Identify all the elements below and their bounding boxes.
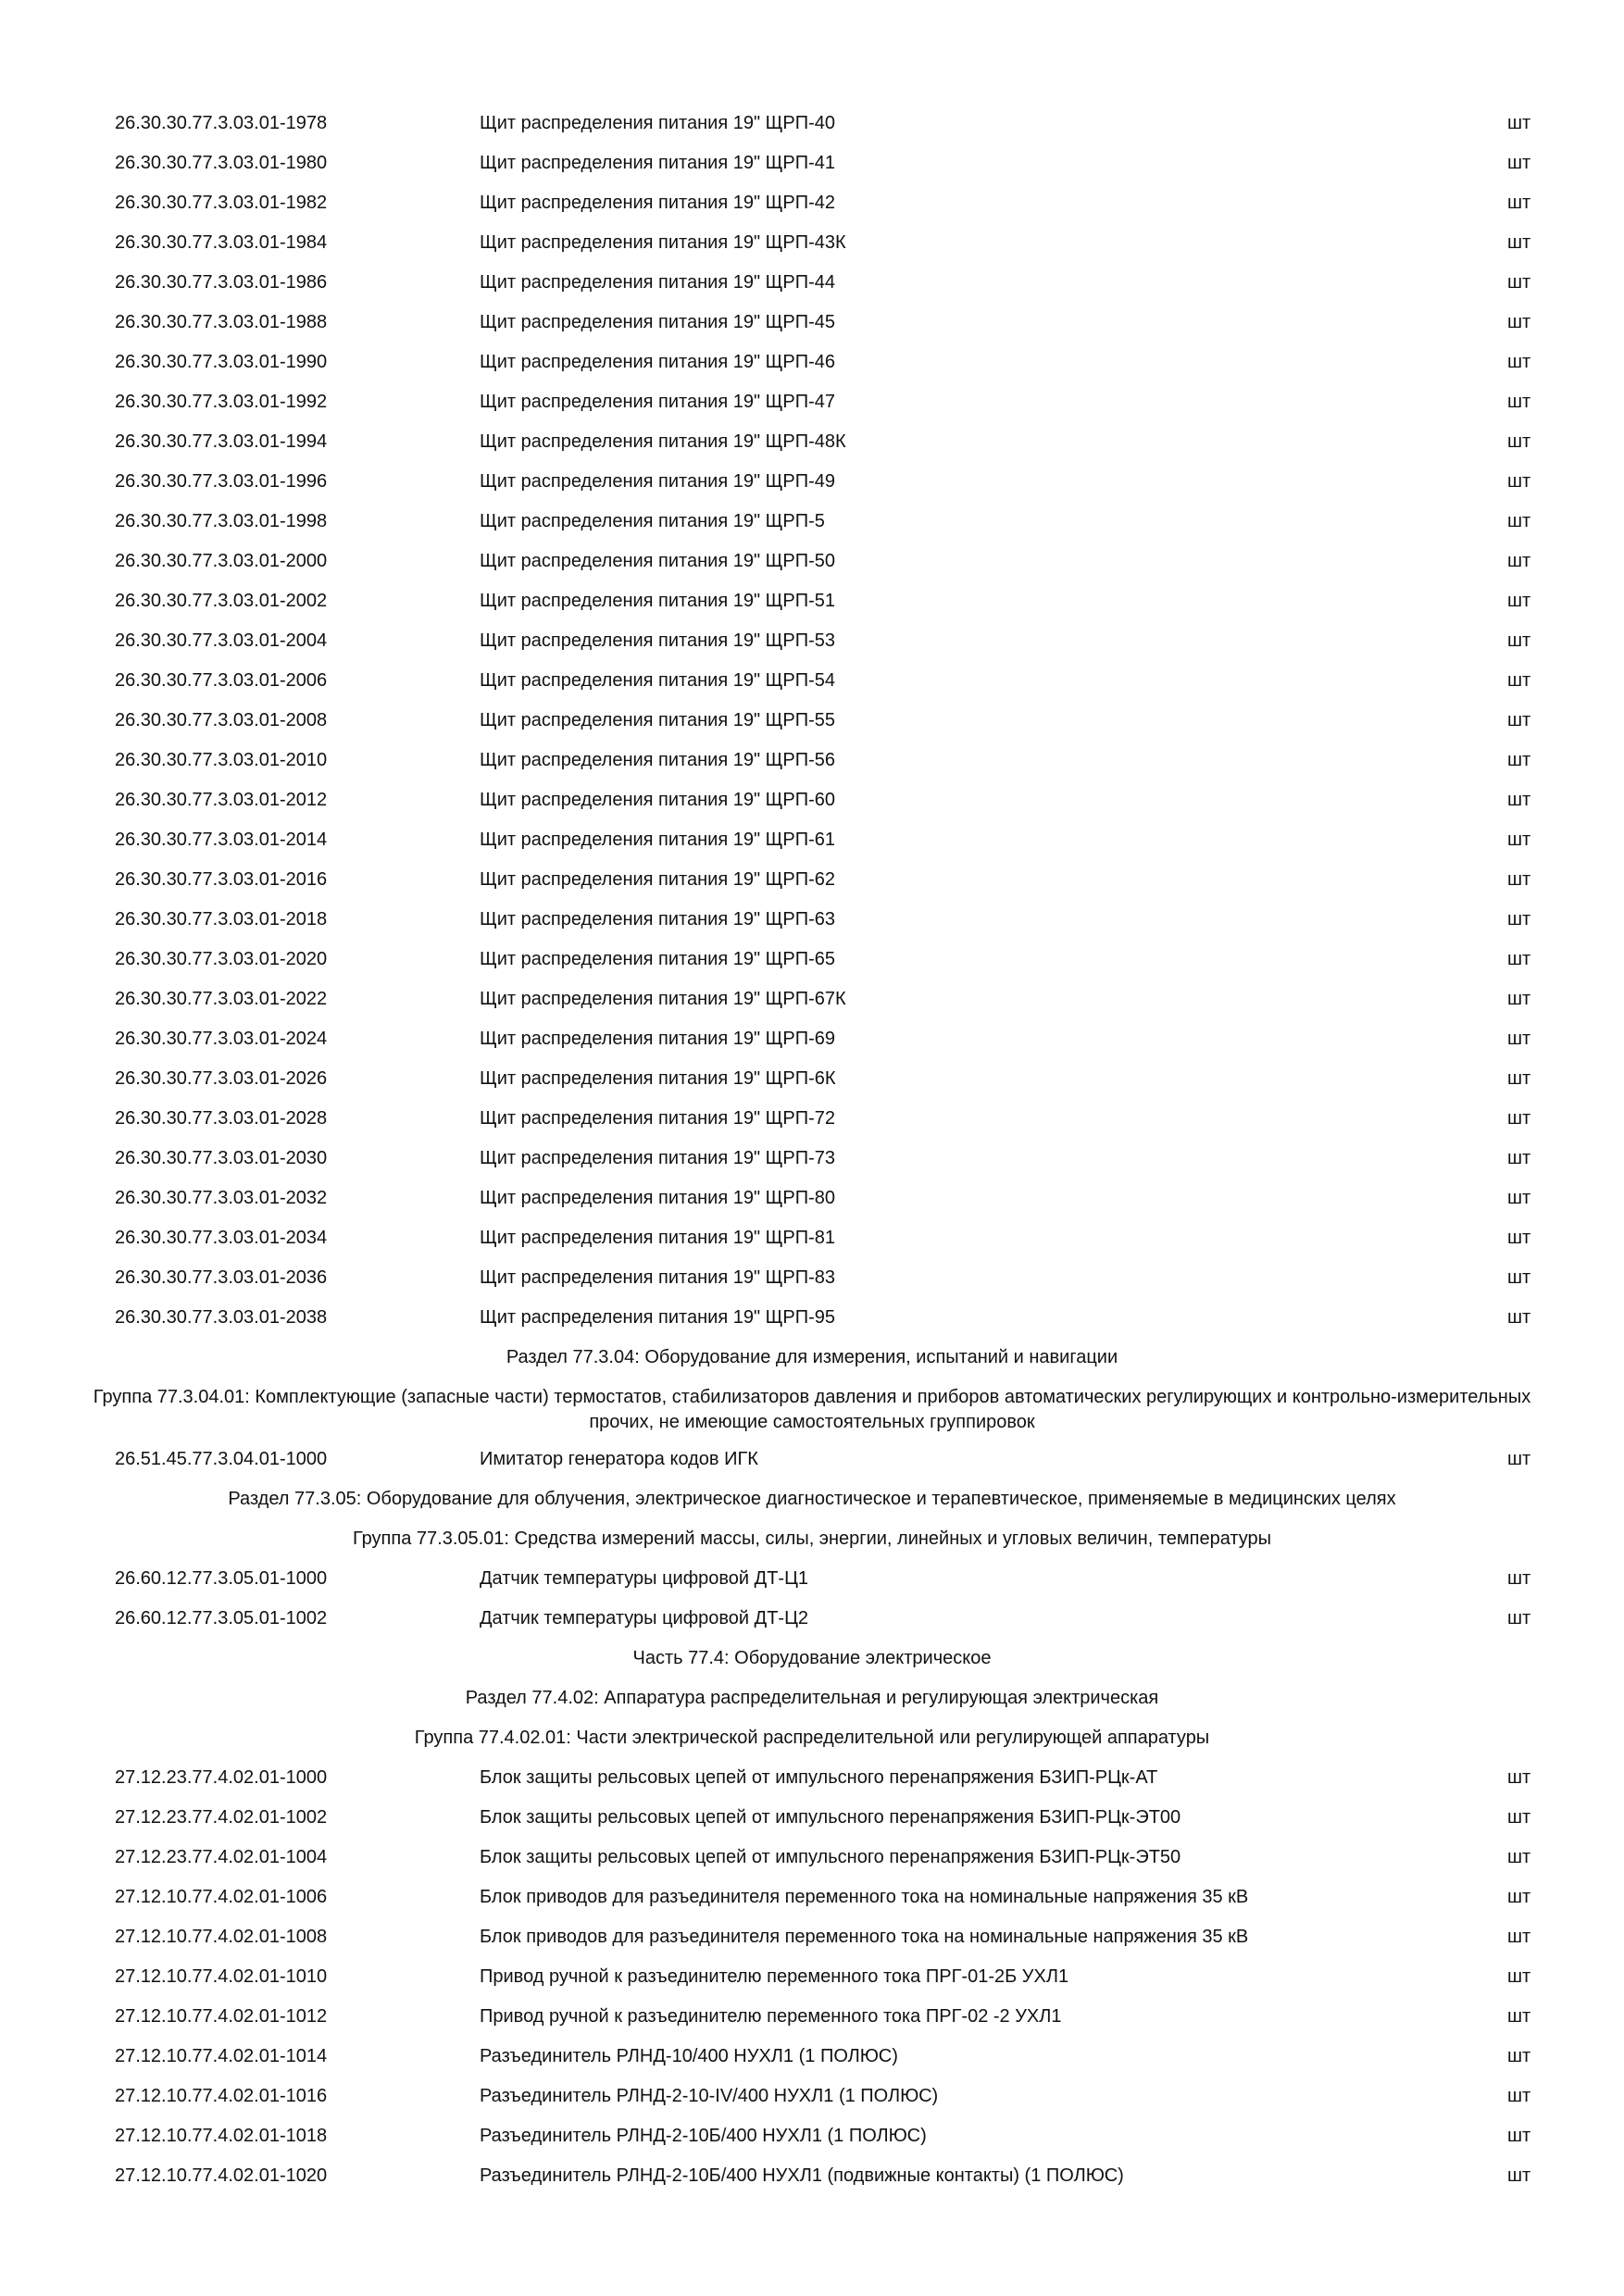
- section-heading: Группа 77.4.02.01: Части электрической распределительной или регулирующей аппаратуры: [414, 1728, 1210, 1748]
- table-row: [0, 900, 1624, 940]
- row-name: Щит распределения питания 19" ЩРП-60: [480, 790, 835, 810]
- table-row: [0, 382, 1624, 422]
- row-unit: шт: [1507, 670, 1531, 691]
- row-unit: шт: [1507, 1966, 1531, 1987]
- table-row: [0, 980, 1624, 1019]
- row-code: 26.30.30.77.3.03.01-2020: [115, 949, 328, 969]
- row-unit: шт: [1507, 1927, 1531, 1947]
- row-code: 27.12.10.77.4.02.01-1008: [115, 1927, 328, 1947]
- row-code: 26.30.30.77.3.03.01-2008: [115, 710, 328, 730]
- table-row: [0, 303, 1624, 343]
- row-name: Щит распределения питания 19" ЩРП-49: [480, 471, 835, 492]
- table-row: [0, 1179, 1624, 1218]
- row-code: 26.30.30.77.3.03.01-2004: [115, 630, 328, 651]
- row-name: Щит распределения питания 19" ЩРП-51: [480, 591, 835, 611]
- row-code: 26.30.30.77.3.03.01-1994: [115, 431, 328, 452]
- row-name: Привод ручной к разъединителю переменного тока ПРГ-01-2Б УХЛ1: [480, 1966, 1069, 1987]
- table-row: [0, 1758, 1624, 1798]
- row-name: Щит распределения питания 19" ЩРП-61: [480, 830, 835, 850]
- row-code: 27.12.10.77.4.02.01-1010: [115, 1966, 328, 1987]
- row-unit: шт: [1507, 2046, 1531, 2066]
- row-code: 27.12.10.77.4.02.01-1020: [115, 2165, 328, 2186]
- row-unit: шт: [1507, 471, 1531, 492]
- row-name: Датчик температуры цифровой ДТ-Ц1: [480, 1568, 808, 1589]
- row-name: Щит распределения питания 19" ЩРП-81: [480, 1228, 835, 1248]
- table-row: [0, 104, 1624, 144]
- row-code: 27.12.23.77.4.02.01-1004: [115, 1847, 328, 1867]
- table-row: [0, 502, 1624, 542]
- table-row: [0, 940, 1624, 980]
- table-row: [0, 860, 1624, 900]
- table-row: [0, 1099, 1624, 1139]
- row-code: 26.30.30.77.3.03.01-2014: [115, 830, 328, 850]
- row-unit: шт: [1507, 431, 1531, 452]
- row-name: Щит распределения питания 19" ЩРП-54: [480, 670, 835, 691]
- row-name: Щит распределения питания 19" ЩРП-44: [480, 272, 835, 293]
- row-unit: шт: [1507, 1029, 1531, 1049]
- row-name: Щит распределения питания 19" ЩРП-50: [480, 551, 835, 571]
- row-code: 26.30.30.77.3.03.01-1984: [115, 232, 328, 253]
- table-row: [0, 701, 1624, 741]
- document-body: [0, 104, 1624, 2196]
- row-unit: шт: [1507, 591, 1531, 611]
- row-name: Щит распределения питания 19" ЩРП-48К: [480, 431, 846, 452]
- row-code: 26.30.30.77.3.03.01-2034: [115, 1228, 328, 1248]
- row-unit: шт: [1507, 790, 1531, 810]
- table-row: [0, 2077, 1624, 2116]
- row-unit: шт: [1507, 1228, 1531, 1248]
- row-name: Щит распределения питания 19" ЩРП-55: [480, 710, 835, 730]
- row-code: 26.30.30.77.3.03.01-2026: [115, 1068, 328, 1089]
- row-code: 26.30.30.77.3.03.01-2016: [115, 869, 328, 890]
- row-code: 26.30.30.77.3.03.01-2038: [115, 1307, 328, 1328]
- row-unit: шт: [1507, 1847, 1531, 1867]
- table-row: [0, 820, 1624, 860]
- row-unit: шт: [1507, 272, 1531, 293]
- row-name: Щит распределения питания 19" ЩРП-62: [480, 869, 835, 890]
- row-name: Блок защиты рельсовых цепей от импульсного перенапряжения БЗИП-РЦк-ЭТ00: [480, 1807, 1181, 1828]
- table-row: [0, 2037, 1624, 2077]
- row-code: 26.51.45.77.3.04.01-1000: [115, 1449, 328, 1469]
- row-unit: шт: [1507, 1307, 1531, 1328]
- table-row: [0, 1059, 1624, 1099]
- row-name: Щит распределения питания 19" ЩРП-83: [480, 1267, 835, 1288]
- row-code: 27.12.10.77.4.02.01-1006: [115, 1887, 328, 1907]
- row-name: Разъединитель РЛНД-2-10-IV/400 НУХЛ1 (1 ПОЛЮС): [480, 2086, 939, 2106]
- row-name: Разъединитель РЛНД-2-10Б/400 НУХЛ1 (1 ПОЛЮС): [480, 2126, 927, 2146]
- row-code: 26.30.30.77.3.03.01-1988: [115, 312, 328, 332]
- row-name: Щит распределения питания 19" ЩРП-63: [480, 909, 835, 930]
- row-code: 26.30.30.77.3.03.01-1992: [115, 392, 328, 412]
- row-code: 26.60.12.77.3.05.01-1000: [115, 1568, 328, 1589]
- table-row: [0, 542, 1624, 581]
- row-unit: шт: [1507, 1267, 1531, 1288]
- row-unit: шт: [1507, 193, 1531, 213]
- row-unit: шт: [1507, 1449, 1531, 1469]
- table-row: [0, 581, 1624, 621]
- row-name: Блок приводов для разъединителя переменного тока на номинальные напряжения 35 кВ: [480, 1887, 1249, 1907]
- row-code: 26.30.30.77.3.03.01-2030: [115, 1148, 328, 1168]
- table-row: [0, 1218, 1624, 1258]
- table-row: [0, 263, 1624, 303]
- row-name: Щит распределения питания 19" ЩРП-65: [480, 949, 835, 969]
- row-unit: шт: [1507, 352, 1531, 372]
- table-row: [0, 1440, 1624, 1479]
- table-row: [0, 1957, 1624, 1997]
- row-name: Щит распределения питания 19" ЩРП-6К: [480, 1068, 836, 1089]
- table-row: [0, 223, 1624, 263]
- row-code: 26.30.30.77.3.03.01-2012: [115, 790, 328, 810]
- row-code: 26.30.30.77.3.03.01-1986: [115, 272, 328, 293]
- table-row: [0, 343, 1624, 382]
- row-code: 26.30.30.77.3.03.01-2002: [115, 591, 328, 611]
- table-row: [0, 422, 1624, 462]
- row-name: Щит распределения питания 19" ЩРП-73: [480, 1148, 835, 1168]
- row-code: 26.30.30.77.3.03.01-2022: [115, 989, 328, 1009]
- table-row: [0, 1258, 1624, 1298]
- row-name: Щит распределения питания 19" ЩРП-43К: [480, 232, 846, 253]
- row-name: Щит распределения питания 19" ЩРП-46: [480, 352, 835, 372]
- row-unit: шт: [1507, 551, 1531, 571]
- row-name: Блок приводов для разъединителя переменного тока на номинальные напряжения 35 кВ: [480, 1927, 1249, 1947]
- row-unit: шт: [1507, 949, 1531, 969]
- row-unit: шт: [1507, 511, 1531, 531]
- row-unit: шт: [1507, 113, 1531, 133]
- row-code: 26.30.30.77.3.03.01-2010: [115, 750, 328, 770]
- row-unit: шт: [1507, 869, 1531, 890]
- row-name: Разъединитель РЛНД-2-10Б/400 НУХЛ1 (подвижные контакты) (1 ПОЛЮС): [480, 2165, 1124, 2186]
- row-code: 26.30.30.77.3.03.01-1980: [115, 153, 328, 173]
- row-name: Щит распределения питания 19" ЩРП-72: [480, 1108, 835, 1129]
- row-code: 26.30.30.77.3.03.01-2018: [115, 909, 328, 930]
- row-unit: шт: [1507, 153, 1531, 173]
- section-heading: Часть 77.4: Оборудование электрическое: [632, 1648, 992, 1668]
- row-name: Щит распределения питания 19" ЩРП-47: [480, 392, 835, 412]
- row-code: 26.60.12.77.3.05.01-1002: [115, 1608, 328, 1628]
- row-name: Привод ручной к разъединителю переменного тока ПРГ-02 -2 УХЛ1: [480, 2006, 1062, 2027]
- table-row: [0, 621, 1624, 661]
- row-name: Щит распределения питания 19" ЩРП-45: [480, 312, 835, 332]
- row-name: Щит распределения питания 19" ЩРП-40: [480, 113, 835, 133]
- row-code: 26.30.30.77.3.03.01-2028: [115, 1108, 328, 1129]
- table-row: [0, 144, 1624, 183]
- table-row: [0, 462, 1624, 502]
- row-unit: шт: [1507, 1887, 1531, 1907]
- row-code: 26.30.30.77.3.03.01-1998: [115, 511, 328, 531]
- row-unit: шт: [1507, 1188, 1531, 1208]
- row-unit: шт: [1507, 830, 1531, 850]
- table-row: [0, 1798, 1624, 1838]
- row-name: Щит распределения питания 19" ЩРП-80: [480, 1188, 835, 1208]
- row-name: Щит распределения питания 19" ЩРП-41: [480, 153, 835, 173]
- row-code: 27.12.10.77.4.02.01-1018: [115, 2126, 328, 2146]
- row-unit: шт: [1507, 2126, 1531, 2146]
- section-heading: Раздел 77.3.04: Оборудование для измерения, испытаний и навигации: [506, 1347, 1118, 1367]
- row-code: 27.12.10.77.4.02.01-1012: [115, 2006, 328, 2027]
- row-unit: шт: [1507, 1068, 1531, 1089]
- table-row: [0, 1878, 1624, 1917]
- row-code: 26.30.30.77.3.03.01-2032: [115, 1188, 328, 1208]
- row-unit: шт: [1507, 750, 1531, 770]
- table-row: [0, 1559, 1624, 1599]
- row-name: Щит распределения питания 19" ЩРП-56: [480, 750, 835, 770]
- section-heading: Раздел 77.4.02: Аппаратура распределительная и регулирующая электрическая: [465, 1688, 1159, 1708]
- row-unit: шт: [1507, 392, 1531, 412]
- row-unit: шт: [1507, 1608, 1531, 1628]
- row-name: Имитатор генератора кодов ИГК: [480, 1449, 758, 1469]
- row-code: 26.30.30.77.3.03.01-2036: [115, 1267, 328, 1288]
- row-unit: шт: [1507, 232, 1531, 253]
- table-row: [0, 661, 1624, 701]
- table-row: [0, 1917, 1624, 1957]
- row-unit: шт: [1507, 1148, 1531, 1168]
- row-code: 26.30.30.77.3.03.01-1990: [115, 352, 328, 372]
- table-row: [0, 1139, 1624, 1179]
- section-heading: Раздел 77.3.05: Оборудование для облучения, электрическое диагностическое и терапевтическое, применяемые в медицинских целях: [228, 1489, 1396, 1509]
- row-code: 26.30.30.77.3.03.01-2024: [115, 1029, 328, 1049]
- row-unit: шт: [1507, 989, 1531, 1009]
- row-unit: шт: [1507, 312, 1531, 332]
- row-name: Щит распределения питания 19" ЩРП-53: [480, 630, 835, 651]
- table-row: [0, 1838, 1624, 1878]
- table-row: [0, 183, 1624, 223]
- table-row: [0, 780, 1624, 820]
- row-name: Щит распределения питания 19" ЩРП-95: [480, 1307, 835, 1328]
- row-code: 27.12.23.77.4.02.01-1000: [115, 1767, 328, 1788]
- row-name: Блок защиты рельсовых цепей от импульсного перенапряжения БЗИП-РЦк-ЭТ50: [480, 1847, 1181, 1867]
- row-name: Щит распределения питания 19" ЩРП-67К: [480, 989, 846, 1009]
- row-unit: шт: [1507, 909, 1531, 930]
- section-heading: Группа 77.3.04.01: Комплектующие (запасные части) термостатов, стабилизаторов давления и приборов автоматических регулирующих и контрольно-измерительных прочих, не имеющие самостоятельных группировок: [93, 1387, 1531, 1432]
- table-row: [0, 1019, 1624, 1059]
- row-name: Щит распределения питания 19" ЩРП-42: [480, 193, 835, 213]
- row-code: 26.30.30.77.3.03.01-2006: [115, 670, 328, 691]
- row-name: Щит распределения питания 19" ЩРП-5: [480, 511, 825, 531]
- row-unit: шт: [1507, 1807, 1531, 1828]
- row-name: Датчик температуры цифровой ДТ-Ц2: [480, 1608, 808, 1628]
- row-unit: шт: [1507, 2086, 1531, 2106]
- row-code: 27.12.10.77.4.02.01-1016: [115, 2086, 328, 2106]
- row-code: 26.30.30.77.3.03.01-2000: [115, 551, 328, 571]
- row-unit: шт: [1507, 1568, 1531, 1589]
- row-unit: шт: [1507, 1767, 1531, 1788]
- row-name: Щит распределения питания 19" ЩРП-69: [480, 1029, 835, 1049]
- row-code: 27.12.23.77.4.02.01-1002: [115, 1807, 328, 1828]
- table-row: [0, 1298, 1624, 1338]
- row-code: 27.12.10.77.4.02.01-1014: [115, 2046, 328, 2066]
- row-name: Разъединитель РЛНД-10/400 НУХЛ1 (1 ПОЛЮС): [480, 2046, 898, 2066]
- table-row: [0, 2116, 1624, 2156]
- table-row: [0, 2156, 1624, 2196]
- row-unit: шт: [1507, 630, 1531, 651]
- row-unit: шт: [1507, 710, 1531, 730]
- row-code: 26.30.30.77.3.03.01-1978: [115, 113, 328, 133]
- row-code: 26.30.30.77.3.03.01-1996: [115, 471, 328, 492]
- table-row: [0, 1997, 1624, 2037]
- table-row: [0, 1599, 1624, 1639]
- row-unit: шт: [1507, 2006, 1531, 2027]
- row-unit: шт: [1507, 1108, 1531, 1129]
- section-heading: Группа 77.3.05.01: Средства измерений массы, силы, энергии, линейных и угловых величин, температуры: [352, 1529, 1272, 1549]
- row-unit: шт: [1507, 2165, 1531, 2186]
- row-code: 26.30.30.77.3.03.01-1982: [115, 193, 328, 213]
- row-name: Блок защиты рельсовых цепей от импульсного перенапряжения БЗИП-РЦк-АТ: [480, 1767, 1158, 1788]
- table-row: [0, 741, 1624, 780]
